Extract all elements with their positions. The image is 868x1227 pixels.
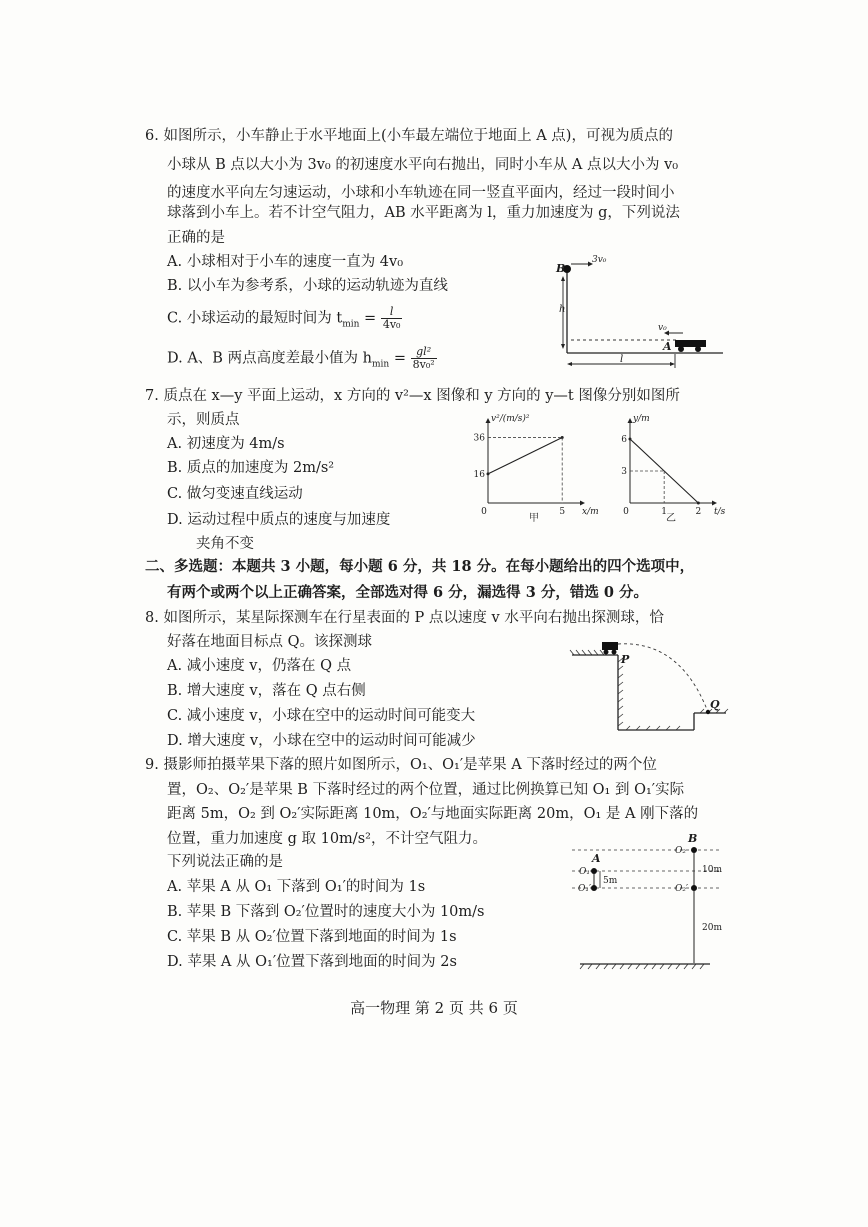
origin-label: 0 [623, 507, 629, 517]
q9-line-5: 下列说法正确的是 [167, 854, 283, 870]
q9-label-B: B [688, 832, 698, 845]
q9-option-a: A. 苹果 A 从 O₁ 下落到 O₁′的时间为 1s [167, 879, 426, 895]
q9-line-3: 距离 5m，O₂ 到 O₂′实际距离 10m，O₂′与地面实际距离 20m，O₁ 是 A 刚下落的 [167, 806, 699, 822]
q9-line-4: 位置，重力加速度 g 取 10m/s²，不计空气阻力。 [167, 831, 487, 847]
page-footer: 高一物理 第 2 页 共 6 页 [350, 999, 518, 1017]
q8-probe-car [602, 642, 618, 650]
q9-line-2: 置，O₂、O₂′是苹果 B 下落时经过的两个位置，通过比例换算已知 O₁ 到 O₁′实际 [167, 782, 685, 798]
q7-chart-yi [612, 414, 726, 525]
origin-label: 0 [481, 507, 487, 517]
q7-line-2: 示，则质点 [167, 412, 240, 428]
q7-option-b: B. 质点的加速度为 2m/s² [167, 460, 335, 476]
q7-option-c: C. 做匀变速直线运动 [167, 486, 303, 502]
q6-label-v0: v₀ [658, 323, 667, 333]
q6-c-fraction: $\frac{l}{\text{4v₀}}$ [382, 305, 401, 331]
q6-line-5: 正确的是 [167, 230, 225, 246]
q9-label-5m: 5m [603, 876, 618, 886]
y-axis-arrow [628, 418, 633, 423]
data-point [487, 472, 490, 475]
q6-cart-wheel-left [678, 346, 684, 352]
q6-label-l: l [620, 354, 624, 365]
y-axis-label: v²/(m/s)² [491, 414, 530, 424]
q9-apple-B-O2 [691, 847, 697, 853]
q8-line-1: 8. 如图所示，某星际探测车在行星表面的 P 点以速度 v 水平向右抛出探测球，恰 [145, 610, 664, 626]
q9-option-d: D. 苹果 A 从 O₁′位置下落到地面的时间为 2s [167, 954, 457, 970]
q8-cliff-hatch [618, 658, 623, 726]
series-line [488, 438, 562, 474]
x-axis-label: x/m [582, 507, 599, 517]
q9-label-O2: O₂ [675, 846, 686, 856]
q9-apple-A-O1 [591, 868, 597, 874]
q6-line-3: 的速度水平向左匀速运动，小球和小车轨迹在同一竖直平面内，经过一段时间小 [167, 185, 675, 201]
q6-line-4: 球落到小车上。若不计空气阻力，AB 水平距离为 l，重力加速度为 g，下列说法 [167, 205, 680, 221]
q7-line-1: 7. 质点在 x—y 平面上运动，x 方向的 v²—x 图像和 y 方向的 y—t 图像分别如图所 [145, 388, 680, 404]
q6-label-B: B [556, 262, 566, 275]
q9-line-1: 9. 摄影师拍摄苹果下落的照片如图所示，O₁、O₁′是苹果 A 下落时经过的两个位 [145, 757, 657, 773]
q8-line-2: 好落在地面目标点 Q。该探测球 [167, 634, 372, 650]
q8-option-a: A. 减小速度 v，仍落在 Q 点 [167, 658, 352, 674]
y-axis-label: y/m [633, 414, 650, 424]
q8-label-P: P [621, 653, 630, 666]
q7-option-a: A. 初速度为 4m/s [167, 436, 285, 452]
q6-h-arrowhead-top [561, 276, 565, 281]
q9-option-b: B. 苹果 B 下落到 O₂′位置时的速度大小为 10m/s [167, 904, 485, 920]
q9-ground-hatch [580, 964, 704, 969]
q6-l-arrowhead-right [670, 362, 675, 366]
q8-figure [570, 630, 730, 740]
q6-l-arrowhead-left [567, 362, 572, 366]
q7-option-d: D. 运动过程中质点的速度与加速度 [167, 512, 391, 528]
chart-caption: 甲 [529, 513, 539, 524]
q6-line-1: 6. 如图所示，小车静止于水平地面上(小车最左端位于地面上 A 点)，可视为质点的 [145, 128, 673, 144]
q6-d-fraction: $\frac{\text{gl²}}{\text{8v₀²}}$ [412, 345, 435, 371]
q6-cart-body [675, 340, 706, 347]
q6-option-d: D. A、B 两点高度差最小值为 $h_{min}$ = $\frac{\text{gl²}}{\text{8v₀²}}$ [167, 345, 435, 371]
q8-label-Q: Q [710, 698, 720, 711]
x-tick-label: 2 [695, 507, 702, 517]
chart-caption: 乙 [666, 513, 676, 524]
q6-label-3v0: 3v₀ [592, 255, 607, 265]
y-tick-label: 16 [473, 469, 485, 480]
y-tick-label: 6 [621, 435, 627, 445]
q9-apple-A-O1p [591, 885, 597, 891]
data-point [629, 438, 632, 441]
y-tick-label: 3 [621, 467, 627, 477]
q9-label-O2p: O₂′ [675, 884, 689, 894]
q6-option-b: B. 以小车为参考系，小球的运动轨迹为直线 [167, 278, 448, 294]
y-tick-label: 36 [473, 433, 485, 444]
q9-option-c: C. 苹果 B 从 O₂′位置下落到地面的时间为 1s [167, 929, 457, 945]
q6-label-h: h [559, 304, 566, 315]
y-axis-arrow [486, 418, 491, 423]
q8-probe-wheel-2 [612, 650, 617, 655]
q9-label-A: A [592, 852, 601, 865]
q8-probe-wheel-1 [604, 650, 609, 655]
x-tick-label: 5 [559, 507, 566, 517]
data-point [697, 502, 700, 505]
x-axis-arrow [580, 501, 585, 506]
x-axis-arrow [712, 501, 717, 506]
q6-option-a: A. 小球相对于小车的速度一直为 4v₀ [167, 254, 404, 270]
q9-label-20m: 20m [702, 923, 722, 933]
q7-chart-jia [470, 414, 599, 525]
x-tick-label: 1 [661, 507, 668, 517]
q6-h-arrowhead-bottom [561, 344, 565, 349]
q8-option-d: D. 增大速度 v，小球在空中的运动时间可能减少 [167, 733, 476, 749]
q9-label-10m: 10m [702, 865, 722, 875]
q9-apple-B-O2p [691, 885, 697, 891]
q8-trajectory [618, 644, 708, 712]
q8-option-b: B. 增大速度 v，落在 Q 点右侧 [167, 683, 366, 699]
q8-option-c: C. 减小速度 v，小球在空中的运动时间可能变大 [167, 708, 476, 724]
q6-cart-wheel-right [695, 346, 701, 352]
q6-line-2: 小球从 B 点以大小为 3v₀ 的初速度水平向右抛出，同时小车从 A 点以大小为 v₀ [167, 157, 679, 173]
q6-figure [545, 250, 730, 375]
q9-label-O1p: O₁′ [578, 884, 592, 894]
x-axis-label: t/s [714, 507, 726, 517]
section2-line-1: 二、多选题：本题共 3 小题，每小题 6 分，共 18 分。在每小题给出的四个选项中， [145, 558, 695, 575]
q6-option-c: C. 小球运动的最短时间为 $t_{min}$ = $\frac{l}{\text{4v₀}}$ [167, 305, 401, 331]
q7-option-d-cont: 夹角不变 [196, 536, 254, 552]
section2-line-2: 有两个或两个以上正确答案，全部选对得 6 分，漏选得 3 分，错选 0 分。 [167, 584, 649, 601]
q8-plateau-hatch [570, 650, 604, 655]
q9-label-O1: O₁ [579, 867, 590, 877]
q9-figure [570, 830, 730, 975]
q6-label-A: A [663, 340, 672, 353]
